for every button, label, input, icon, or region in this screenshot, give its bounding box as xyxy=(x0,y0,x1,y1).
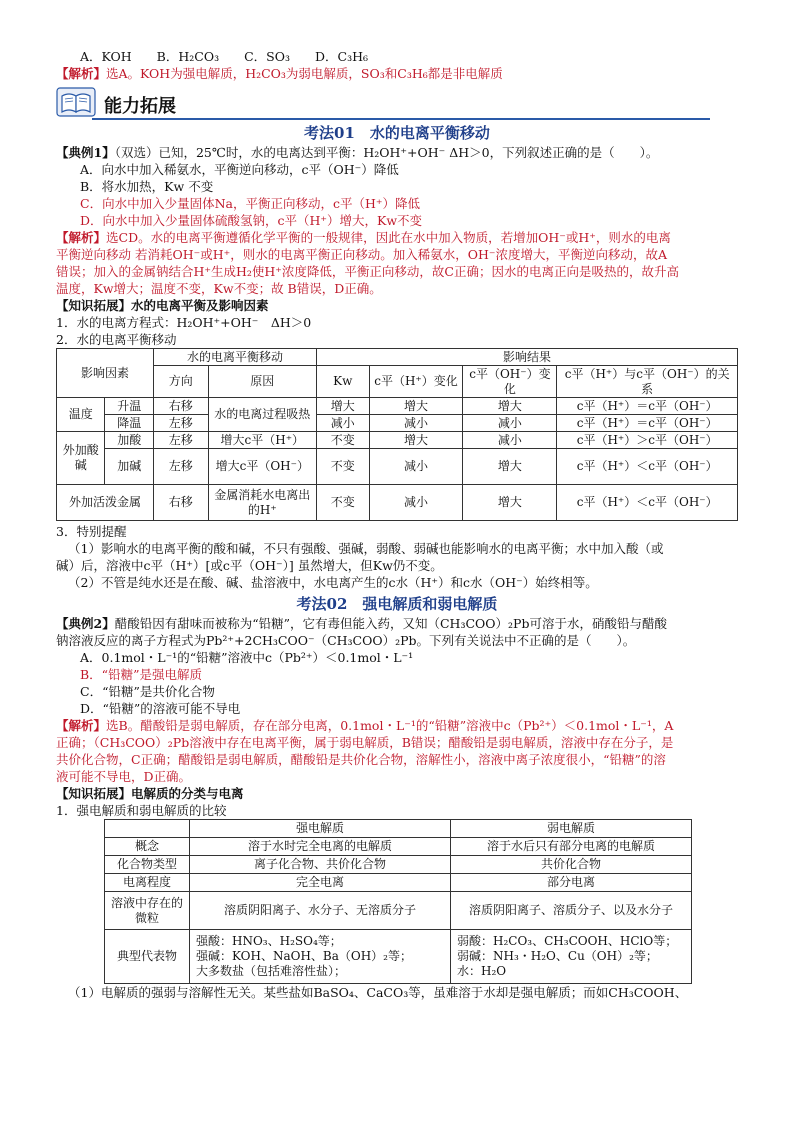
th-coh: c平（OH⁻）变化 xyxy=(463,366,557,398)
cell-ch: 增大 xyxy=(369,432,463,449)
cell-rel: c平（H⁺）＜c平（OH⁻） xyxy=(557,449,738,485)
typical-strong-line: 强酸：HNO₃、H₂SO₄等； xyxy=(196,934,342,948)
ext2-title: 电解质的分类与电离 xyxy=(131,786,244,801)
cell-weak: 部分电离 xyxy=(451,874,692,892)
ext2-tag: 【知识拓展】 xyxy=(56,786,132,801)
cell-strong: 溶质阴阳离子、水分子、无溶质分子 xyxy=(190,892,451,930)
table-row xyxy=(105,856,692,874)
cell-weak: 溶质阴阳离子、溶质分子、以及水分子 xyxy=(451,892,692,930)
cell-strong: 完全电离 xyxy=(190,874,451,892)
cell-coh: 增大 xyxy=(463,449,557,485)
ext1-p1: 1．水的电离方程式：H₂OH⁺+OH⁻ ΔH＞0 xyxy=(56,315,312,330)
cell-label: 电离程度 xyxy=(105,874,190,892)
cell-dir: 左移 xyxy=(153,432,208,449)
ex1-analysis-l2: 平衡逆向移动 若消耗OH⁻或H⁺，则水的电离平衡正向移动。加入稀氨水，OH⁻浓度增大，平衡逆向移动，故A xyxy=(56,247,667,262)
ex2-stem-l1 xyxy=(56,615,738,632)
cell-rel: c平（H⁺）＝c平（OH⁻） xyxy=(557,415,738,432)
th-reason: 原因 xyxy=(208,366,316,398)
cell-label: 概念 xyxy=(105,838,190,856)
ex2-analysis-tag: 【解析】 xyxy=(56,718,107,733)
cell-strong: 溶于水时完全电离的电解质 xyxy=(190,838,451,856)
table-row xyxy=(105,930,692,984)
cell-coh: 增大 xyxy=(463,485,557,521)
cell-dir: 右移 xyxy=(153,485,208,521)
cell-kw: 不变 xyxy=(316,449,369,485)
th-shift: 水的电离平衡移动 xyxy=(153,349,316,366)
cell-temp-reason: 水的电离过程吸热 xyxy=(208,398,316,432)
top-options: A．KOH B．H₂CO₃ C．SO₃ D．C₃H₆ xyxy=(80,49,368,64)
cell-reason: 增大c平（OH⁻） xyxy=(208,449,316,485)
banner-title: 能力拓展 xyxy=(104,96,176,117)
cell-sub: 加酸 xyxy=(105,432,153,449)
th-dir: 方向 xyxy=(153,366,208,398)
cell-dir: 左移 xyxy=(153,449,208,485)
ex2-analysis-l2: 正确；（CH₃COO）₂Pb溶液中存在电离平衡，属于弱电解质，B错误；醋酸铅是弱电解质，溶液中存在分子，是 xyxy=(56,735,674,750)
ex1-opt-d: D．向水中加入少量固体硫酸氢钠，c平（H⁺）增大，Kw不变 xyxy=(80,213,423,228)
cell-dir: 左移 xyxy=(153,415,208,432)
cell-typical-label: 典型代表物 xyxy=(105,930,190,984)
cell-ch: 减小 xyxy=(369,485,463,521)
ex2-stem-text: 醋酸铅因有甜味而被称为“铅糖”，它有毒但能入药，又知（CH₃COO）₂Pb可溶于水，硝酸铅与醋酸 xyxy=(114,616,667,631)
th-strong: 强电解质 xyxy=(190,820,451,838)
ex1-analysis-tag: 【解析】 xyxy=(56,230,107,245)
ext1-p2: 2．水的电离平衡移动 xyxy=(56,332,177,347)
cell-kw: 增大 xyxy=(316,398,369,415)
kaofa01-title: 考法01 水的电离平衡移动 xyxy=(304,124,490,142)
cell-kw: 不变 xyxy=(316,485,369,521)
ex2-opt-c: C．“铅糖”是共价化合物 xyxy=(80,684,215,699)
cell-weak: 溶于水后只有部分电离的电解质 xyxy=(451,838,692,856)
table-row xyxy=(105,874,692,892)
typical-strong-line: 强碱：KOH、NaOH、Ba（OH）₂等； xyxy=(196,949,412,963)
table-row xyxy=(105,892,692,930)
typical-weak-line: 水：H₂O xyxy=(457,964,507,978)
analysis-text: 选A。KOH为强电解质，H₂CO₃为弱电解质，SO₃和C₃H₆都是非电解质 xyxy=(106,66,503,81)
cell-dir: 右移 xyxy=(153,398,208,415)
cell-kw: 不变 xyxy=(316,432,369,449)
cell-ch: 减小 xyxy=(369,449,463,485)
ext1-tag: 【知识拓展】 xyxy=(56,298,132,313)
ext1-heading xyxy=(56,297,738,314)
ex2-stem-l2: 钠溶液反应的离子方程式为Pb²⁺+2CH₃COO⁻（CH₃COO）₂Pb。下列有关说法中不正确的是（ ）。 xyxy=(56,633,636,648)
typical-strong-line: 大多数盐（包括难溶性盐）； xyxy=(196,964,347,978)
ex2-tag: 【典例2】 xyxy=(56,616,115,631)
ex1-analysis-text: 选CD。水的电离平衡遵循化学平衡的一般规律，因此在水中加入物质，若增加OH⁻或H⁺，则水的电离 xyxy=(106,230,671,245)
cell-temp: 温度 xyxy=(57,398,105,432)
ext1-title: 水的电离平衡及影响因素 xyxy=(131,298,269,313)
analysis-tag: 【解析】 xyxy=(56,66,107,81)
th-kw: Kw xyxy=(316,366,369,398)
cell-sub: 加碱 xyxy=(105,449,153,485)
ex2-analysis-l4: 液可能不导电，D正确。 xyxy=(56,769,192,784)
table-row xyxy=(105,838,692,856)
cell-typical-weak xyxy=(451,930,692,984)
ex2-analysis-l1 xyxy=(56,717,738,734)
cell-label: 化合物类型 xyxy=(105,856,190,874)
th-weak: 弱电解质 xyxy=(451,820,692,838)
table-row xyxy=(57,485,738,521)
cell-rel: c平（H⁺）＝c平（OH⁻） xyxy=(557,398,738,415)
th-ch: c平（H⁺）变化 xyxy=(369,366,463,398)
electrolyte-table xyxy=(104,819,692,984)
ex1-tag: 【典例1】 xyxy=(56,145,115,160)
section-banner xyxy=(56,86,738,120)
cell-label: 溶液中存在的微粒 xyxy=(105,892,190,930)
cell-sub: 降温 xyxy=(105,415,153,432)
note3-title: 3．特别提醒 xyxy=(56,524,127,539)
ex2-opt-b: B．“铅糖”是强电解质 xyxy=(80,667,202,682)
cell-acidbase: 外加酸碱 xyxy=(57,432,105,485)
typical-weak-line: 弱酸：H₂CO₃、CH₃COOH、HClO等； xyxy=(457,934,678,948)
ext2-heading xyxy=(56,785,738,802)
top-analysis xyxy=(56,65,738,82)
ex1-opt-c: C．向水中加入少量固体Na，平衡正向移动，c平（H⁺）降低 xyxy=(80,196,420,211)
ex1-stem xyxy=(56,144,738,161)
banner-rule xyxy=(92,118,710,120)
cell-sub: 升温 xyxy=(105,398,153,415)
ex1-analysis-l1 xyxy=(56,229,738,246)
cell-coh: 减小 xyxy=(463,415,557,432)
cell-strong: 离子化合物、共价化合物 xyxy=(190,856,451,874)
ex1-opt-a: A．向水中加入稀氨水，平衡逆向移动，c平（OH⁻）降低 xyxy=(80,162,399,177)
cell-weak: 共价化合物 xyxy=(451,856,692,874)
ex1-analysis-l4: 温度，Kw增大；温度不变，Kw不变；故 B错误，D正确。 xyxy=(56,281,382,296)
water-ionization-table xyxy=(56,348,738,521)
cell-ch: 增大 xyxy=(369,398,463,415)
ex2-opt-a: A．0.1mol・L⁻¹的“铅糖”溶液中c（Pb²⁺）＜0.1mol・L⁻¹ xyxy=(80,650,414,665)
page xyxy=(56,48,738,1001)
cell-reason: 金属消耗水电离出的H⁺ xyxy=(208,485,316,521)
cell-ch: 减小 xyxy=(369,415,463,432)
ex1-stem-text: （双选）已知，25℃时，水的电离达到平衡：H₂OH⁺+OH⁻ ΔH＞0，下列叙述正确的是（ ）。 xyxy=(114,145,659,160)
note3-l1: （1）影响水的电离平衡的酸和碱，不只有强酸、强碱，弱酸、弱碱也能影响水的电离平衡；水中加入酸（或 xyxy=(68,541,664,556)
table-row xyxy=(57,432,738,449)
kaofa02-title: 考法02 强电解质和弱电解质 xyxy=(296,595,498,613)
cell-kw: 减小 xyxy=(316,415,369,432)
cell-rel: c平（H⁺）＜c平（OH⁻） xyxy=(557,485,738,521)
table-row xyxy=(57,449,738,485)
th-factor: 影响因素 xyxy=(57,349,154,398)
cell-coh: 减小 xyxy=(463,432,557,449)
typical-weak-line: 弱碱：NH₃・H₂O、Cu（OH）₂等； xyxy=(457,949,658,963)
table-row xyxy=(57,398,738,415)
bottom-text: （1）电解质的强弱与溶解性无关。某些盐如BaSO₄、CaCO₃等，虽难溶于水却是强电解质；而如CH₃COOH、 xyxy=(68,985,688,1000)
ex1-opt-b: B．将水加热，Kw 不变 xyxy=(80,179,214,194)
note3-l2: 碱）后，溶液中c平（H⁺）[或c平（OH⁻）] 虽然增大，但Kw仍不变。 xyxy=(56,558,443,573)
ex2-analysis-text: 选B。醋酸铅是弱电解质，存在部分电离，0.1mol・L⁻¹的“铅糖”溶液中c（Pb²⁺）＜0.1mol・L⁻¹，A xyxy=(106,718,674,733)
ex1-analysis-l3: 错误；加入的金属钠结合H⁺生成H₂使H⁺浓度降低，平衡正向移动，故C正确；因水的电离正向是吸热的，故升高 xyxy=(56,264,679,279)
cell-typical-strong xyxy=(190,930,451,984)
ex2-opt-d: D．“铅糖”的溶液可能不导电 xyxy=(80,701,241,716)
th-blank xyxy=(105,820,190,838)
ext2-p1: 1．强电解质和弱电解质的比较 xyxy=(56,803,227,818)
cell-rel: c平（H⁺）＞c平（OH⁻） xyxy=(557,432,738,449)
th-result: 影响结果 xyxy=(316,349,737,366)
note3-l3: （2）不管是纯水还是在酸、碱、盐溶液中，水电离产生的c水（H⁺）和c水（OH⁻）始终相等。 xyxy=(68,575,598,590)
cell-metal: 外加活泼金属 xyxy=(57,485,154,521)
th-rel: c平（H⁺）与c平（OH⁻）的关系 xyxy=(557,366,738,398)
ex2-analysis-l3: 共价化合物，C正确；醋酸铅是弱电解质，醋酸铅是共价化合物，溶解性小，溶液中离子浓度很小，“铅糖”的溶 xyxy=(56,752,666,767)
open-book-icon xyxy=(56,86,98,118)
cell-coh: 增大 xyxy=(463,398,557,415)
cell-reason: 增大c平（H⁺） xyxy=(208,432,316,449)
table-row xyxy=(57,415,738,432)
